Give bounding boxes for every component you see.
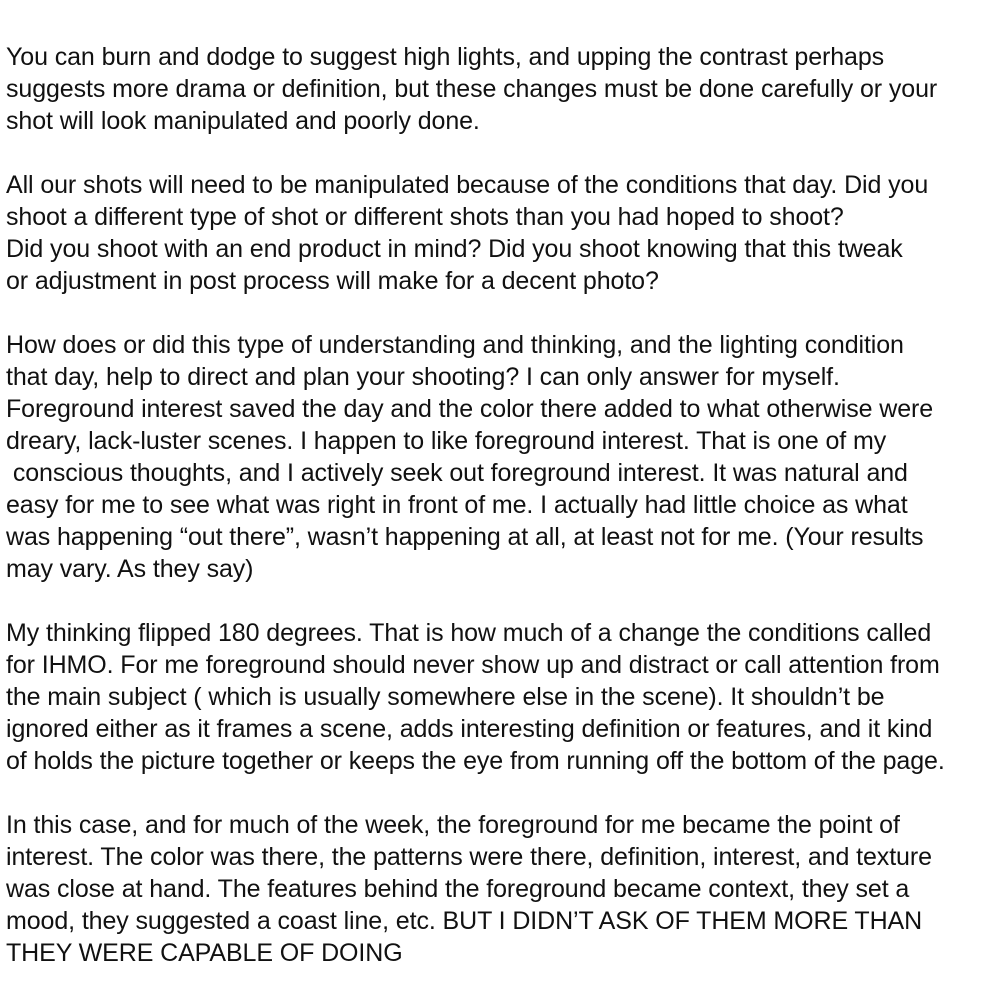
paragraph-5-line-4: mood, they suggested a coast line, etc. BUT I DIDN’T ASK OF THEM MORE THAN bbox=[6, 907, 923, 935]
paragraph-3-line-8: may vary. As they say) bbox=[6, 555, 254, 583]
paragraph-3-line-4: dreary, lack-luster scenes. I happen to like foreground interest. That is one of my bbox=[6, 427, 887, 455]
paragraph-4-line-2: for IHMO. For me foreground should never show up and distract or call attention from bbox=[6, 651, 940, 679]
paragraph-4-line-5: of holds the picture together or keeps the eye from running off the bottom of the page. bbox=[6, 747, 945, 775]
paragraph-2-line-1: All our shots will need to be manipulated because of the conditions that day. Did you bbox=[6, 171, 929, 199]
paragraph-4-line-3: the main subject ( which is usually somewhere else in the scene). It shouldn’t be bbox=[6, 683, 885, 711]
paragraph-2-line-2: shoot a different type of shot or different shots than you had hoped to shoot? bbox=[6, 203, 844, 231]
paragraph-3-line-1: How does or did this type of understanding and thinking, and the lighting condition bbox=[6, 331, 904, 359]
paragraph-3-line-6: easy for me to see what was right in front of me. I actually had little choice as what bbox=[6, 491, 908, 519]
paragraph-2-line-4: or adjustment in post process will make for a decent photo? bbox=[6, 267, 659, 295]
paragraph-1-line-1: You can burn and dodge to suggest high lights, and upping the contrast perhaps bbox=[6, 43, 885, 71]
paragraph-4-line-1: My thinking flipped 180 degrees. That is how much of a change the conditions called bbox=[6, 619, 932, 647]
paragraph-5-line-1: In this case, and for much of the week, the foreground for me became the point of bbox=[6, 811, 900, 839]
paragraph-3-line-5: conscious thoughts, and I actively seek out foreground interest. It was natural and bbox=[6, 459, 908, 487]
paragraph-3-line-3: Foreground interest saved the day and the color there added to what otherwise were bbox=[6, 395, 934, 423]
paragraph-4-line-4: ignored either as it frames a scene, adds interesting definition or features, and it kind bbox=[6, 715, 933, 743]
paragraph-5-line-5: THEY WERE CAPABLE OF DOING bbox=[6, 939, 403, 967]
paragraph-2-line-3: Did you shoot with an end product in mind? Did you shoot knowing that this tweak bbox=[6, 235, 903, 263]
paragraph-5-line-3: was close at hand. The features behind the foreground became context, they set a bbox=[6, 875, 910, 903]
paragraph-1-line-2: suggests more drama or definition, but these changes must be done carefully or your bbox=[6, 75, 938, 103]
paragraph-1-line-3: shot will look manipulated and poorly done. bbox=[6, 107, 480, 135]
paragraph-3-line-2: that day, help to direct and plan your shooting? I can only answer for myself. bbox=[6, 363, 840, 391]
paragraph-5-line-2: interest. The color was there, the patterns were there, definition, interest, and texture bbox=[6, 843, 932, 871]
paragraph-3-line-7: was happening “out there”, wasn’t happening at all, at least not for me. (Your results bbox=[6, 523, 924, 551]
